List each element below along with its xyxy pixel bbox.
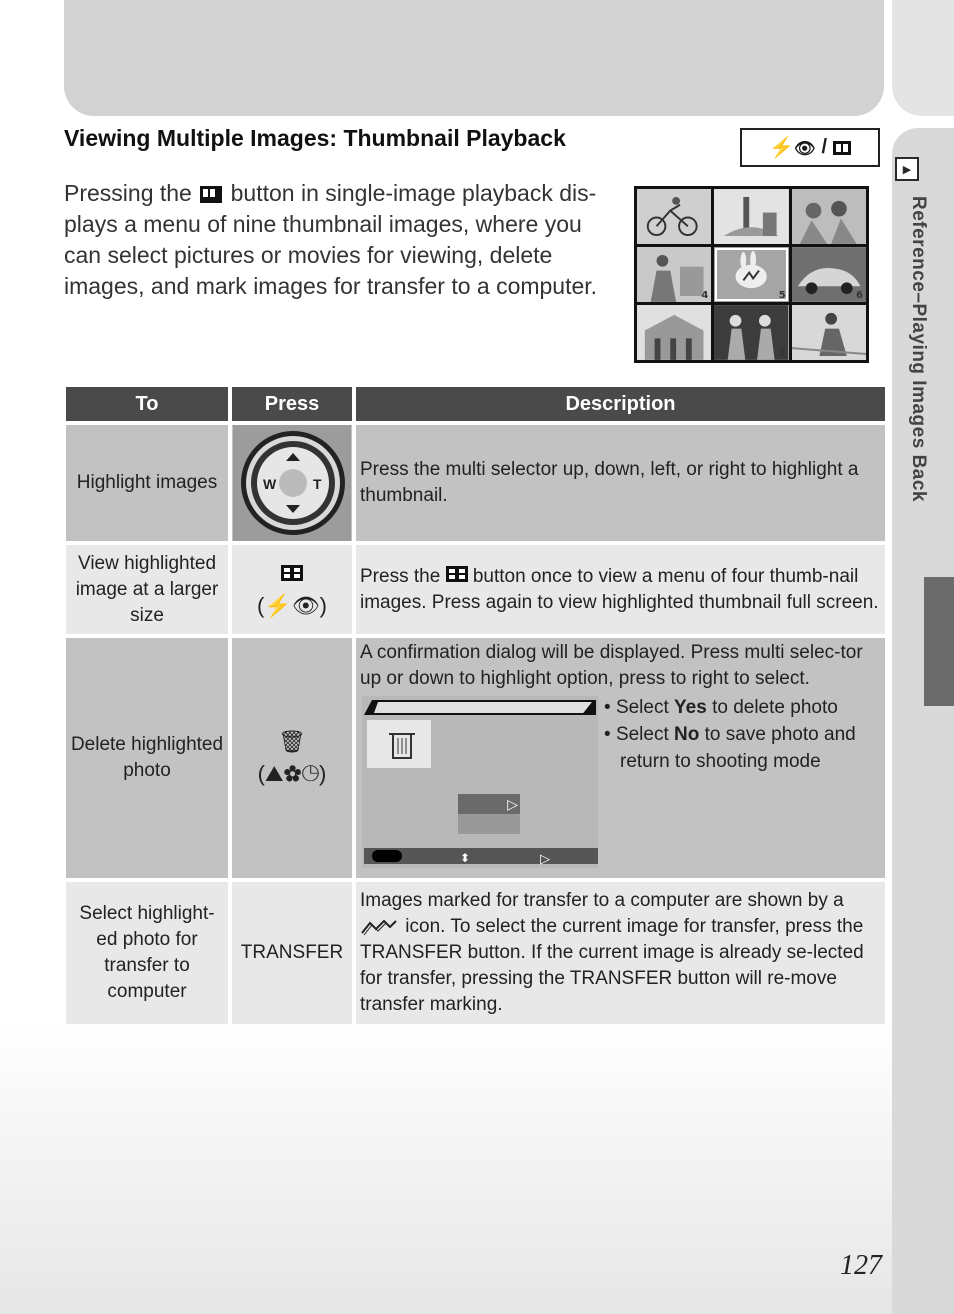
mode-icons-label: (⛰✿◷) xyxy=(257,761,327,786)
thumbnail-number: 7 xyxy=(778,348,786,359)
playback-icon: ▶ xyxy=(895,157,919,181)
table-row xyxy=(66,638,885,878)
thumbnail xyxy=(637,189,711,244)
cell-description xyxy=(356,882,885,1024)
section-marker xyxy=(924,577,954,706)
thumbnail-number: 4 xyxy=(701,290,709,301)
description-text-2: button once to view a menu of four thumb-nail images. Press again to view highlighted thumbnail full screen. xyxy=(360,565,879,613)
table-header-row xyxy=(66,387,885,421)
thumbnail xyxy=(792,247,866,302)
menu-pill-icon xyxy=(372,850,402,862)
cell-to: Delete highlighted photo xyxy=(66,638,228,878)
thumbnail xyxy=(714,305,788,360)
table-row xyxy=(66,425,885,541)
cell-description xyxy=(356,638,885,878)
bullet-text: Select xyxy=(615,724,669,745)
table-row xyxy=(66,545,885,634)
cell-to: View highlighted image at a larger size xyxy=(66,545,228,634)
thumbnail-button-icon xyxy=(833,141,851,155)
side-top-decoration xyxy=(892,0,954,116)
up-down-arrow-icon: ⬍ xyxy=(460,851,471,865)
dialog-option-selected xyxy=(458,794,520,814)
cell-description: Press the multi selector up, down, left, or right to highlight a thumbnail. xyxy=(356,425,885,541)
delete-options-list xyxy=(604,694,894,775)
cell-press xyxy=(232,545,352,634)
option-no: No xyxy=(674,724,700,745)
cell-press xyxy=(232,638,352,878)
thumbnail xyxy=(792,305,866,360)
thumbnail-grid-illustration xyxy=(634,186,869,363)
dialog-footer xyxy=(364,848,598,864)
slash: / xyxy=(821,136,828,158)
thumbnail xyxy=(637,247,711,302)
flash-redeye-icon: ⚡👁 xyxy=(768,137,816,159)
intro-text-1: Pressing the xyxy=(64,180,192,206)
reference-table xyxy=(62,383,889,1028)
intro-paragraph xyxy=(64,178,604,302)
bullet-text: Select xyxy=(615,697,669,718)
page-number: 127 xyxy=(840,1250,882,1281)
page-title: Viewing Multiple Images: Thumbnail Playback xyxy=(64,125,566,151)
thumbnail xyxy=(714,189,788,244)
thumbnail-number: 6 xyxy=(856,290,863,301)
top-banner xyxy=(64,0,884,116)
column-header-description: Description xyxy=(356,387,885,421)
section-title: Reference–Playing Images Back xyxy=(908,196,929,502)
column-header-to: To xyxy=(66,387,228,421)
cell-to: Select highlight-ed photo for transfer to computer xyxy=(66,882,228,1024)
svg-text:W: W xyxy=(263,476,277,492)
thumbnail xyxy=(792,189,866,244)
table-row xyxy=(66,882,885,1024)
list-item xyxy=(604,694,894,721)
column-header-press: Press xyxy=(232,387,352,421)
thumbnail-button-icon xyxy=(446,566,468,582)
thumbnail-highlighted xyxy=(714,247,788,302)
multi-selector-illustration xyxy=(233,425,351,541)
intro-text-2: button in single-image playback dis-plays a menu of nine thumbnail images, where you can select pictures or movies for viewing, delete images, and mark images for transfer to a computer. xyxy=(64,180,598,299)
trash-icon xyxy=(367,720,431,768)
description-text-1: Press the xyxy=(360,565,441,587)
description-text-1: Images marked for transfer to a computer are shown by a xyxy=(360,890,844,911)
dialog-title-bar xyxy=(364,700,596,715)
transfer-mark-icon xyxy=(360,917,400,937)
thumbnail-number: 5 xyxy=(778,290,786,301)
description-text-2: icon. To select the current image for transfer, press the TRANSFER button. If the current image is already se-lected for transfer, pressing the TRANSFER button will re-move transfer marking. xyxy=(360,916,864,1015)
bullet-text: to save photo and return to shooting mode xyxy=(620,724,856,772)
thumbnail xyxy=(637,305,711,360)
option-yes: Yes xyxy=(674,697,707,718)
thumbnail-button-icon xyxy=(281,565,303,581)
delete-dialog-area xyxy=(360,696,881,866)
cell-to: Highlight images xyxy=(66,425,228,541)
confirmation-dialog-illustration xyxy=(362,696,598,868)
flash-redeye-label: (⚡👁) xyxy=(257,592,327,618)
svg-text:T: T xyxy=(313,476,322,492)
thumbnail-button-icon xyxy=(200,186,222,203)
list-item xyxy=(604,721,894,775)
cell-press xyxy=(232,425,352,541)
button-indicator xyxy=(740,128,880,167)
right-arrow-icon: ▷ xyxy=(540,851,550,866)
description-text: A confirmation dialog will be displayed. Press multi selec-tor up or down to highlight option, press to right to select. xyxy=(360,642,863,689)
cell-description xyxy=(356,545,885,634)
dialog-option xyxy=(458,814,520,834)
cell-press: TRANSFER xyxy=(232,882,352,1024)
trash-icon: 🗑 xyxy=(278,729,306,754)
bullet-text: to delete photo xyxy=(712,697,838,718)
